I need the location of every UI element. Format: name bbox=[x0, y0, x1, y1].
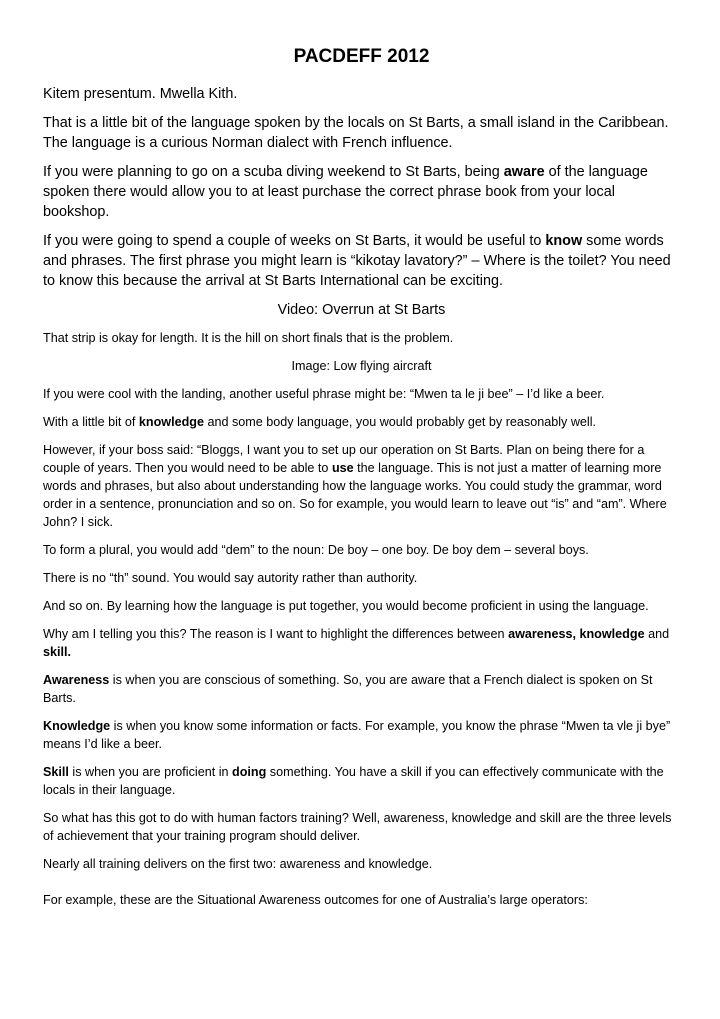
paragraph-knowledge-def bbox=[43, 717, 680, 753]
paragraph-language: That is a little bit of the language spoken by the locals on St Barts, a small island in the Caribbean. The language is a curious Norman dialect with French influence. bbox=[43, 115, 669, 151]
image-caption: Image: Low flying aircraft bbox=[291, 359, 432, 373]
paragraph-awareness-def bbox=[43, 671, 680, 707]
paragraph-example: For example, these are the Situational Awareness outcomes for one of Australia’s large operators: bbox=[43, 893, 588, 907]
text-run: is when you are proficient in bbox=[68, 765, 233, 779]
text-run: and some body language, you would probably get by reasonably well. bbox=[203, 415, 597, 429]
bold-term: aware bbox=[503, 164, 545, 180]
bold-term: use bbox=[331, 461, 354, 475]
text-run: the language. This is not just a matter of learning more words and phrases, but also about understanding how the language works. You could study the grammar, word order in a sentence, pronunciation and so on. So for example, you would learn to leave out “is” and “am”. Where John? I sick. bbox=[43, 461, 667, 529]
bold-term: Awareness bbox=[43, 673, 110, 687]
paragraph-know bbox=[43, 231, 680, 291]
video-caption: Video: Overrun at St Barts bbox=[277, 302, 446, 318]
text-run: If you were going to spend a couple of weeks on St Barts, it would be useful to bbox=[43, 233, 546, 249]
paragraph-intro: Kitem presentum. Mwella Kith. bbox=[43, 86, 238, 102]
bold-term: awareness, knowledge bbox=[508, 627, 645, 641]
text-run: something. You have a skill if you can effectively communicate with the locals in their language. bbox=[43, 765, 664, 797]
text-run: and bbox=[644, 627, 670, 641]
bold-term: Skill bbox=[43, 765, 69, 779]
paragraph-th-sound: There is no “th” sound. You would say autority rather than authority. bbox=[43, 571, 418, 585]
bold-term: knowledge bbox=[138, 415, 204, 429]
text-run: is when you are conscious of something. So, you are aware that a French dialect is spoken on St Barts. bbox=[43, 673, 653, 705]
text-run: With a little bit of bbox=[43, 415, 139, 429]
paragraph-landing: If you were cool with the landing, another useful phrase might be: “Mwen ta le ji bee” – I’d like a beer. bbox=[43, 387, 605, 401]
text-run: Why am I telling you this? The reason is I want to highlight the differences between bbox=[43, 627, 509, 641]
text-run: If you were planning to go on a scuba diving weekend to St Barts, being bbox=[43, 164, 504, 180]
paragraph-human-factors: So what has this got to do with human factors training? Well, awareness, knowledge and skill are the three levels of achievement that your training program should deliver. bbox=[43, 811, 672, 843]
paragraph-first-two: Nearly all training delivers on the first two: awareness and knowledge. bbox=[43, 857, 433, 871]
paragraph-aware bbox=[43, 162, 680, 222]
paragraph-skill-def bbox=[43, 763, 680, 799]
paragraph-plural: To form a plural, you would add “dem” to the noun: De boy – one boy. De boy dem – several boys. bbox=[43, 543, 589, 557]
bold-term: Knowledge bbox=[43, 719, 111, 733]
paragraph-and-so-on: And so on. By learning how the language is put together, you would become proficient in using the language. bbox=[43, 599, 649, 613]
text-run: some words and phrases. The first phrase you might learn is “kikotay lavatory?” – Where is the toilet? You need to know this because the arrival at St Barts International can be exciting. bbox=[43, 233, 671, 289]
bold-term: skill. bbox=[43, 645, 72, 659]
paragraph-why bbox=[43, 625, 680, 661]
paragraph-boss bbox=[43, 441, 680, 531]
bold-term: doing bbox=[232, 765, 267, 779]
text-run: However, if your boss said: “Bloggs, I want you to set up our operation on St Barts. Plan on being there for a couple of years. Then you would need to be able to bbox=[43, 443, 645, 475]
text-run: of the language spoken there would allow you to at least purchase the correct phrase book from your local bookshop. bbox=[43, 164, 648, 220]
paragraph-strip: That strip is okay for length. It is the hill on short finals that is the problem. bbox=[43, 331, 454, 345]
text-run: is when you know some information or facts. For example, you know the phrase “Mwen ta vle ji bye” means I’d like a beer. bbox=[43, 719, 671, 751]
document-title: PACDEFF 2012 bbox=[293, 46, 430, 67]
paragraph-knowledge bbox=[43, 413, 680, 431]
bold-term: know bbox=[545, 233, 583, 249]
